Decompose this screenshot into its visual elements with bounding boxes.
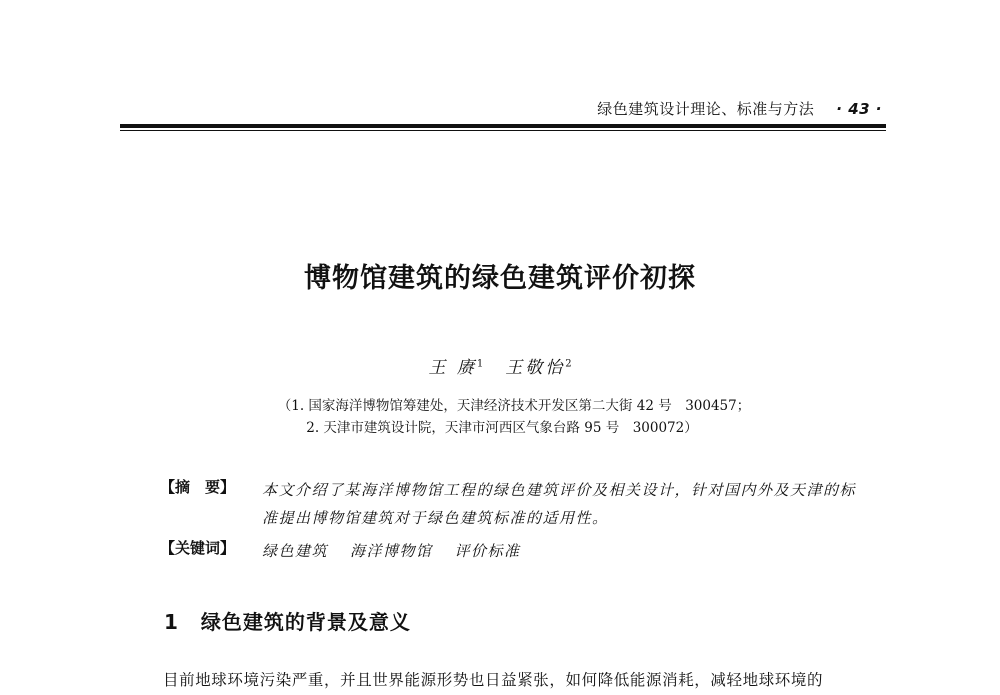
author-line: [0, 353, 1000, 378]
running-header: [597, 98, 882, 119]
keywords-label: 【关键词】: [160, 539, 236, 557]
paper-title: 博物馆建筑的绿色建筑评价初探: [304, 263, 696, 294]
section-number: 1: [164, 610, 179, 634]
keyword: 绿色建筑: [262, 542, 329, 560]
abstract-label: 【摘 要】: [160, 478, 236, 496]
body-paragraph: 目前地球环境污染严重，并且世界能源形势也日益紧张，如何降低能源消耗，减轻地球环境的: [163, 671, 824, 689]
keyword: 海洋博物馆: [350, 542, 433, 560]
author-affiliation-mark: 2: [565, 358, 572, 370]
author-affiliation-mark: 1: [476, 358, 484, 370]
running-title: 绿色建筑设计理论、标准与方法: [597, 100, 815, 118]
affiliation-line: 2. 天津市建筑设计院，天津市河西区气象台路 95 号 300072）: [306, 420, 698, 436]
keywords-list: [262, 537, 862, 565]
section-title: 绿色建筑的背景及意义: [200, 610, 411, 634]
abstract-text: 本文介绍了某海洋博物馆工程的绿色建筑评价及相关设计，针对国内外及天津的标准提出博物馆建筑对于绿色建筑标准的适用性。: [262, 481, 857, 527]
section-heading: [164, 606, 411, 635]
author-name: 王 赓: [428, 358, 477, 378]
page-number: · 43 ·: [836, 100, 882, 118]
header-rule-thin: [120, 130, 886, 131]
keyword: 评价标准: [454, 542, 521, 560]
affiliation-line: （1. 国家海洋博物馆筹建处，天津经济技术开发区第二大街 42 号 300457；: [277, 398, 751, 414]
header-rule-thick: [120, 124, 886, 128]
author-name: 王敬怡: [505, 358, 566, 378]
